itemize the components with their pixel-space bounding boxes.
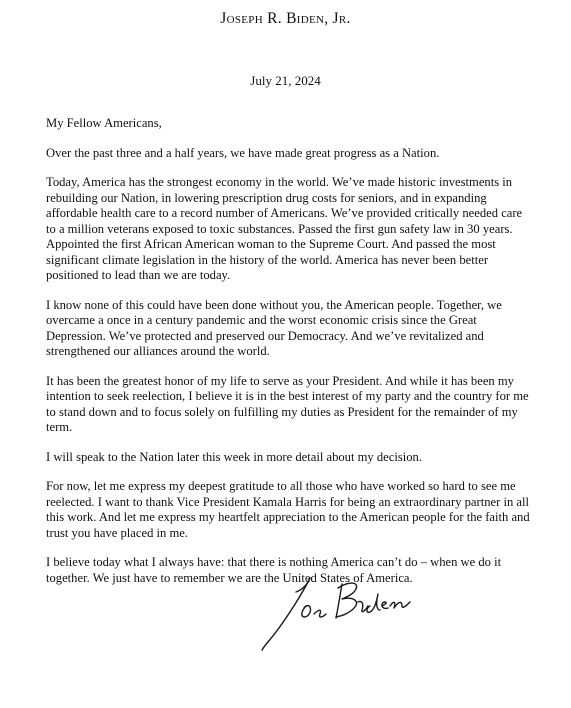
letterhead-name: Joseph R. Biden, Jr. xyxy=(220,10,351,27)
letter-date: July 21, 2024 xyxy=(250,73,321,88)
paragraph-stand-down: It has been the greatest honor of my life to serve as your President. And while it has been my intention to seek reelection, I believe it is in the best interest of my party and the country for me to stand down and to focus solely on fulfilling my duties as President for the remainder of my term. xyxy=(46,373,529,434)
paragraph-speak-nation: I will speak to the Nation later this week in more detail about my decision. xyxy=(46,449,422,464)
letter-body xyxy=(46,116,532,600)
paragraph-progress: Over the past three and a half years, we have made great progress as a Nation. xyxy=(46,145,440,160)
salutation: My Fellow Americans, xyxy=(46,116,162,130)
handwritten-signature-icon xyxy=(258,570,428,652)
paragraph-closing: I believe today what I always have: that there is nothing America can’t do – when we do it together. We just have to remember we are the United States of America. xyxy=(46,555,502,585)
paragraph-achievements: Today, America has the strongest economy in the world. We’ve made historic investments in rebuilding our Nation, in lowering prescription drug costs for seniors, and in expanding affordable health care to a record number of Americans. We’ve provided critically needed care to a million veterans exposed to toxic substances. Passed the first gun safety law in 30 years. Appointed the first African American woman to the Supreme Court. And passed the most significant climate legislation in the history of the world. America has never been better positioned to lead than we are today. xyxy=(46,175,523,282)
paragraph-thanks-people: I know none of this could have been done without you, the American people. Together, we overcame a once in a century pandemic and the worst economic crisis since the Great Depression. We’ve protected and preserved our Democracy. And we’ve revitalized and strengthened our alliances around the world. xyxy=(46,297,502,358)
paragraph-gratitude: For now, let me express my deepest gratitude to all those who have worked so hard to see me reelected. I want to thank Vice President Kamala Harris for being an extraordinary partner in all this work. And let me express my heartfelt appreciation to the American people for the faith and trust you have placed in me. xyxy=(46,479,530,540)
